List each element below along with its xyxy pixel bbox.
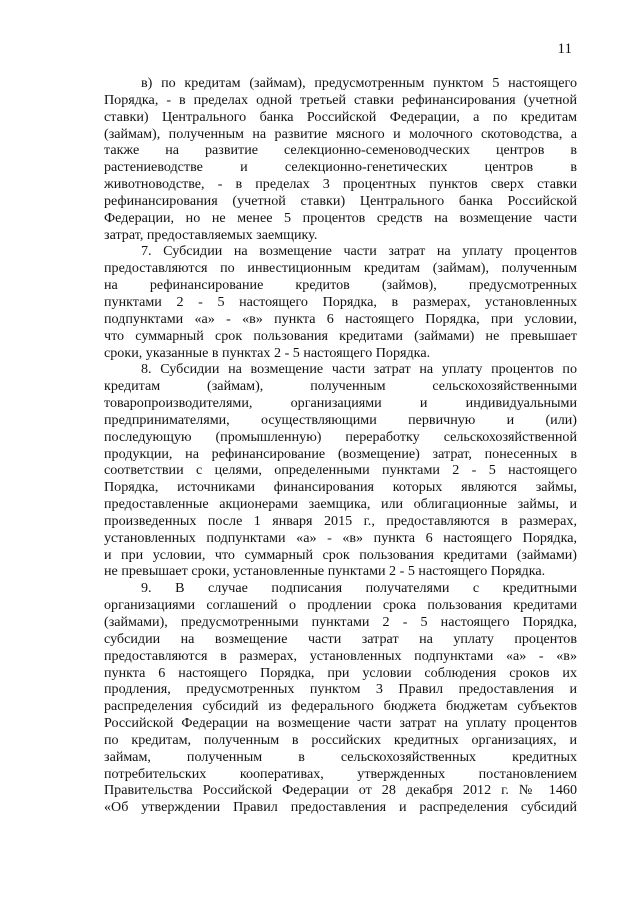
text-line: в) по кредитам (займам), предусмотренным пунктом 5 настоящего	[141, 75, 577, 91]
text-line: сроки, указанные в пунктах 2 - 5 настоящего Порядка.	[104, 344, 431, 361]
paragraph-v	[104, 75, 577, 243]
text-line: предпринимателями, осуществляющими первичную и (или)	[104, 411, 577, 428]
paragraph-8	[104, 361, 577, 580]
text-line: пунктами 2 - 5 настоящего Порядка, в размерах, установленных	[104, 293, 577, 310]
text-line: субсидии на возмещение части затрат на уплату процентов	[104, 630, 577, 647]
text-line: животноводстве, - в пределах 3 процентных пунктов сверх ставки	[104, 176, 577, 193]
text-line: предоставляются в размерах, установленных подпунктами «а» - «в»	[104, 647, 577, 664]
text-line: 8. Субсидии на возмещение части затрат на уплату процентов по	[141, 361, 577, 378]
text-line: (займам), полученным на развитие мясного и молочного скотоводства, а	[104, 125, 577, 142]
text-line: «Об утверждении Правил предоставления и распределения субсидий	[104, 799, 577, 816]
text-line: (займами), предусмотренными пунктами 2 - 5 настоящего Порядка,	[104, 614, 577, 630]
paragraph-7	[104, 243, 577, 361]
text-line: затрат, предоставляемых заемщику.	[104, 226, 318, 243]
text-line: подпунктами «а» - «в» пункта 6 настоящего Порядка, при условии,	[104, 310, 577, 327]
text-line: ставки) Центрального банка Российской Федерации, а по кредитам	[104, 108, 577, 125]
text-line: 7. Субсидии на возмещение части затрат на уплату процентов	[141, 243, 577, 260]
text-line: Порядка, - в пределах одной третьей ставки рефинансирования (учетной	[104, 91, 577, 108]
text-line: произведенных после 1 января 2015 г., предоставляются в размерах,	[104, 512, 577, 529]
text-line: по кредитам, полученным в российских кредитных организациях, и	[104, 731, 577, 748]
text-line: на рефинансирование кредитов (займов), предусмотренных	[104, 277, 577, 294]
text-line: также на развитие селекционно-семеноводческих центров в	[104, 142, 577, 159]
text-line: последующую (промышленную) переработку сельскохозяйственной	[104, 428, 577, 445]
text-line: Федерации, но не менее 5 процентов средств на возмещение части	[104, 209, 577, 226]
text-line: продления, предусмотренных пунктом 3 Правил предоставления и	[104, 681, 577, 698]
text-line: предоставляются по инвестиционным кредитам (займам), полученным	[104, 260, 577, 277]
text-line: Российской Федерации на возмещение части затрат на уплату процентов	[104, 715, 577, 732]
text-line: Порядка, источниками финансирования которых являются займы,	[104, 479, 577, 496]
document-body	[104, 75, 577, 816]
text-line: распределения субсидий из федерального бюджета бюджетам субъектов	[104, 698, 577, 715]
text-line: предоставленные акционерами заемщика, или облигационные займы, и	[104, 496, 577, 513]
text-line: пункта 6 настоящего Порядка, при условии соблюдения сроков их	[104, 664, 577, 681]
text-line: установленных подпунктами «а» - «в» пункта 6 настоящего Порядка,	[104, 529, 577, 546]
text-line: не превышает сроки, установленные пунктами 2 - 5 настоящего Порядка.	[104, 563, 546, 580]
text-line: растениеводстве и селекционно-генетических центров в	[104, 159, 577, 176]
paragraph-9	[104, 580, 577, 816]
text-line: займам, полученным в сельскохозяйственных кредитных	[104, 748, 577, 765]
page-number: 11	[557, 41, 572, 57]
text-line: рефинансирования (учетной ставки) Центрального банка Российской	[104, 192, 577, 209]
text-line: Правительства Российской Федерации от 28 декабря 2012 г. № 1460	[104, 782, 577, 799]
text-line: что суммарный срок пользования кредитами (займами) не превышает	[104, 327, 577, 344]
text-line: товаропроизводителями, организациями и индивидуальными	[104, 395, 577, 412]
text-line: соответствии с целями, определенными пунктами 2 - 5 настоящего	[104, 462, 577, 479]
text-line: 9. В случае подписания получателями с кредитными	[141, 580, 577, 597]
text-line: продукции, на рефинансирование (возмещение) затрат, понесенных в	[104, 445, 577, 462]
text-line: потребительских кооперативах, утвержденных постановлением	[104, 765, 577, 782]
text-line: и при условии, что суммарный срок пользования кредитами (займами)	[104, 546, 577, 563]
text-line: организациями соглашений о продлении срока пользования кредитами	[104, 597, 577, 614]
text-line: кредитам (займам), полученным сельскохозяйственными	[104, 378, 577, 395]
